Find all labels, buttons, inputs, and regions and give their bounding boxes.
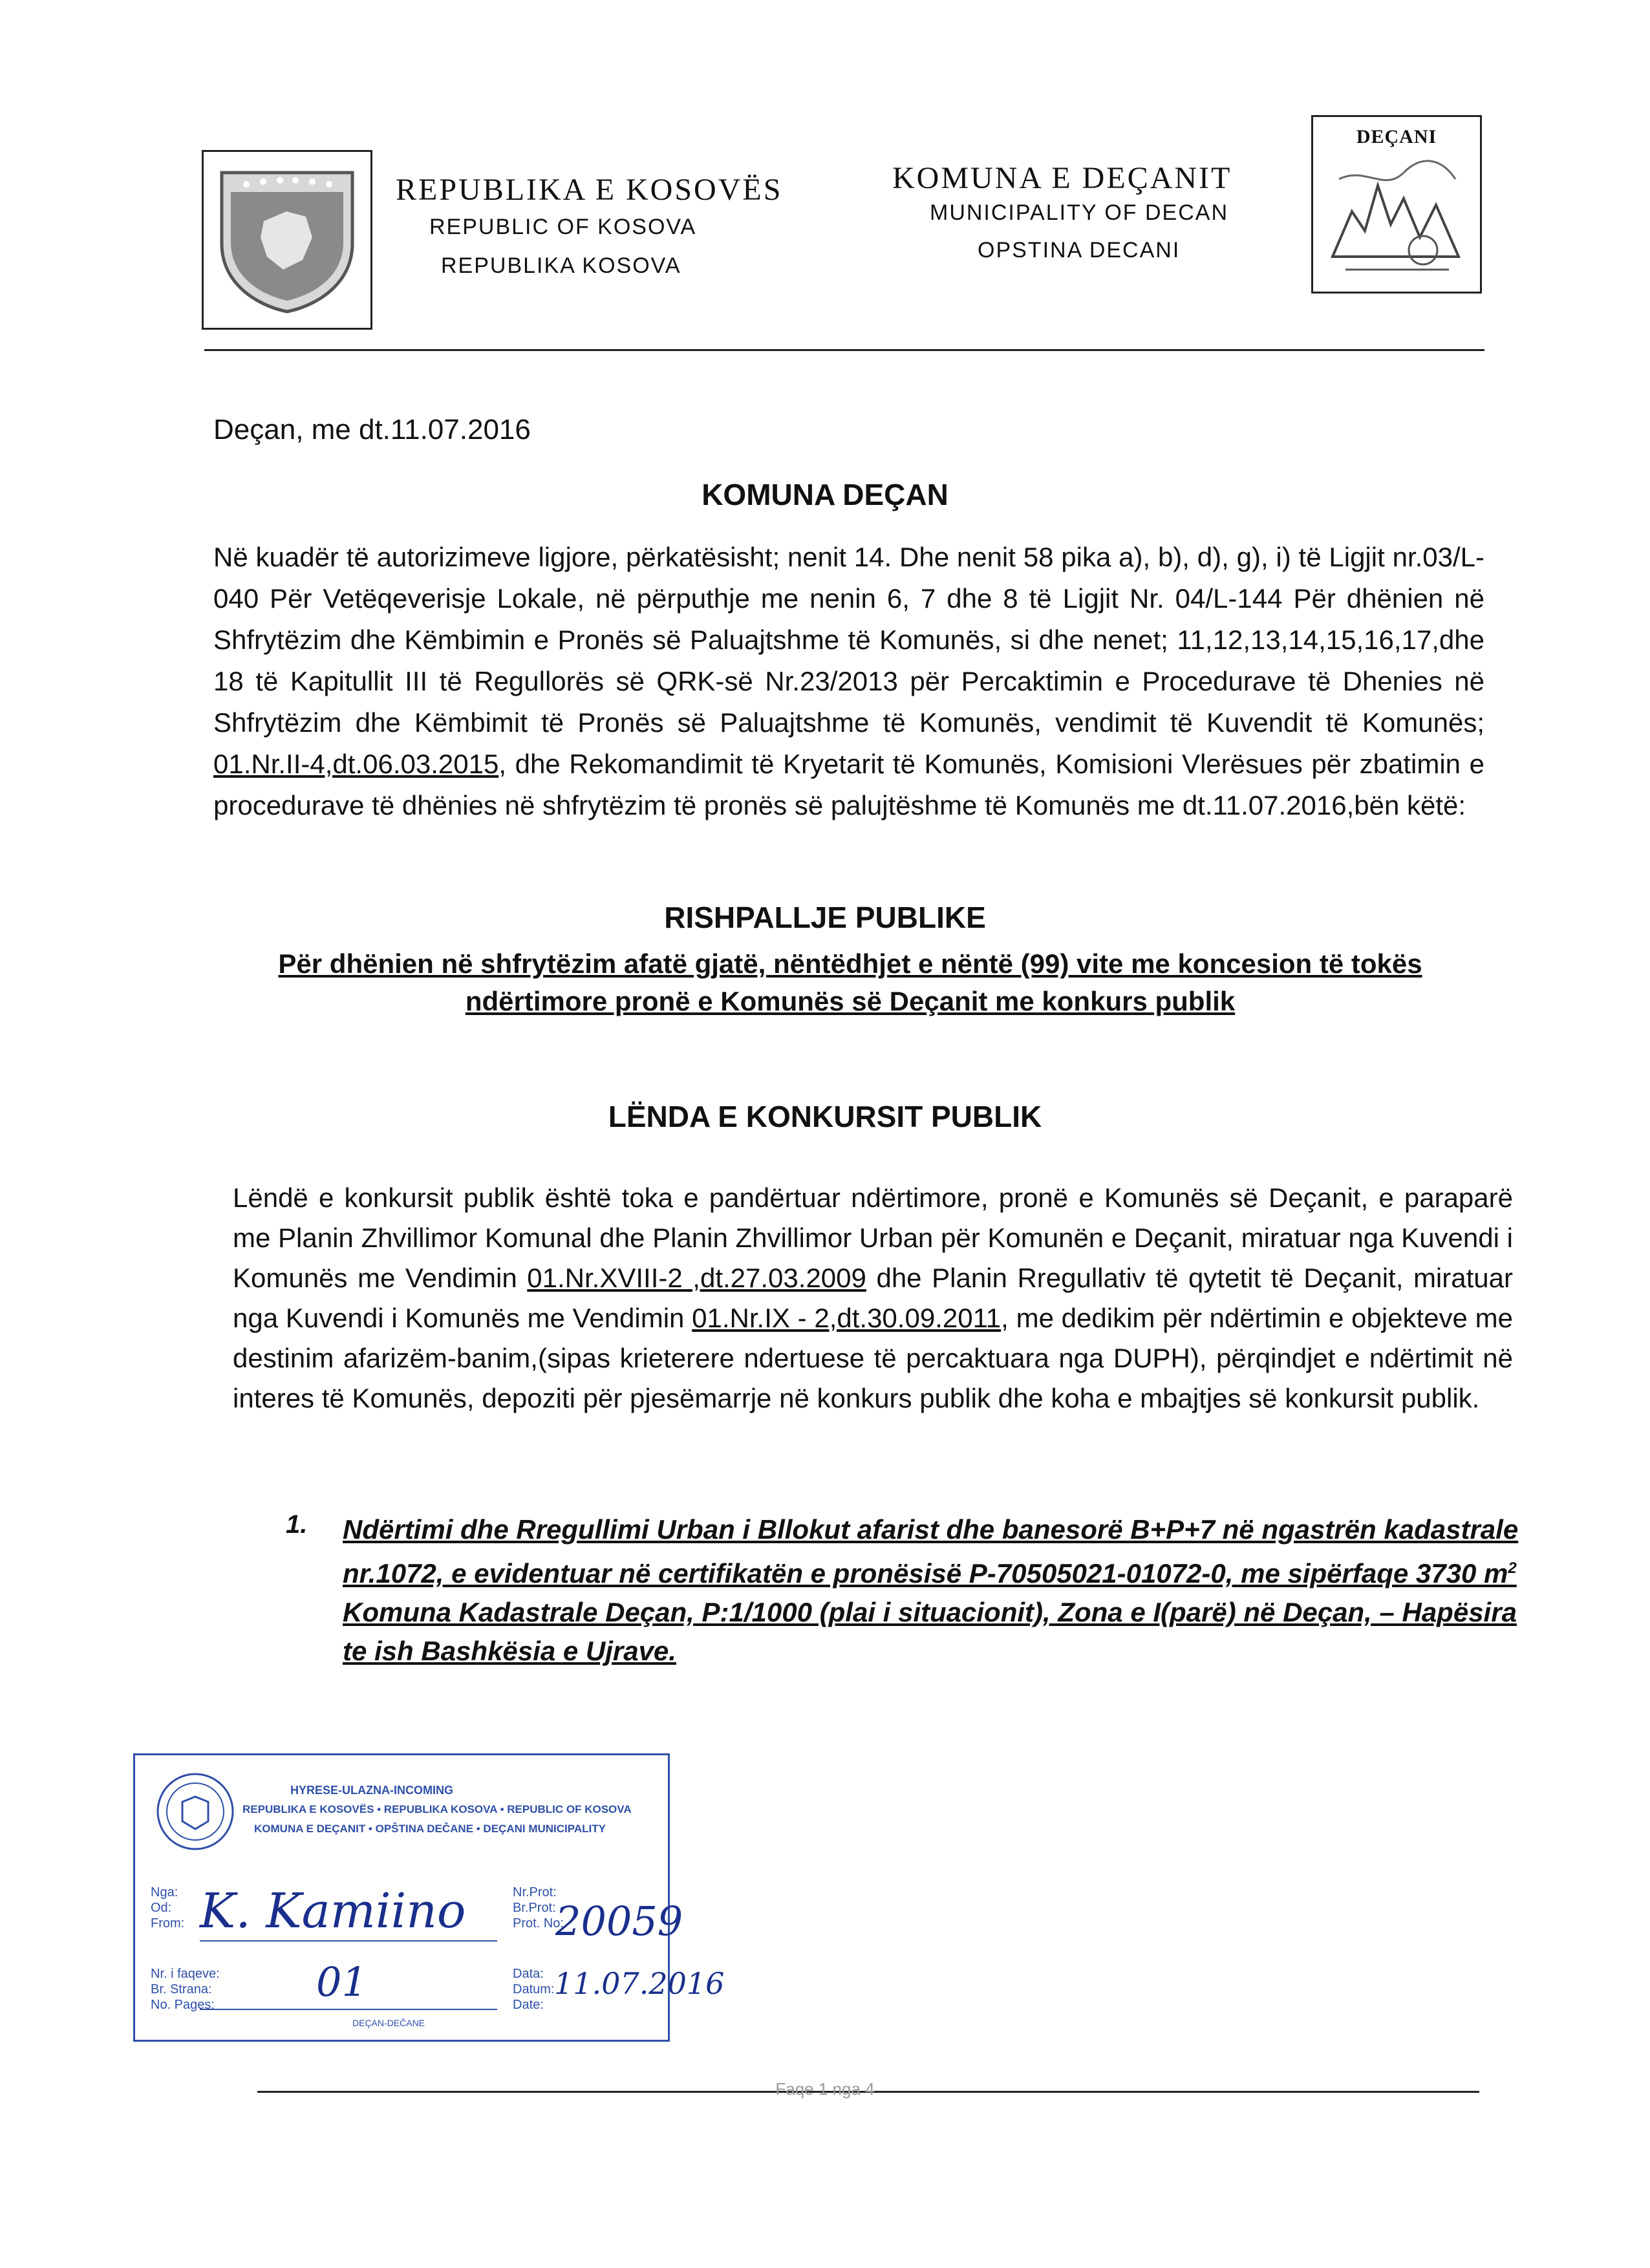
header-municipality-english: MUNICIPALITY OF DECAN (930, 200, 1229, 225)
header-country-albanian: REPUBLIKA E KOSOVËS (396, 173, 783, 207)
stamp-from-value: K. Kamiino (200, 1883, 466, 1939)
kosovo-emblem-icon (215, 166, 359, 314)
intro-text-part2: , dhe Rekomandimit të Kryetarit të Komunës, Komisioni Vlerësues për zbatimin e procedurave të dhënies në shfrytëzim të pronës së palujtëshme të Komunës me dt.11.07.2016,bën këtë: (213, 749, 1484, 820)
incoming-stamp (133, 1753, 725, 2042)
header-municipality-albanian: KOMUNA E DEÇANIT (892, 161, 1232, 195)
stamp-header-line1: HYRESE-ULAZNA-INCOMING (290, 1784, 453, 1797)
decani-logo-frame (1311, 115, 1482, 294)
subject-text-part2: dhe Planin Rregullativ të qytetit të Deçanit, miratuar nga Kuvendi i Komunës me Vendimin (233, 1263, 1513, 1333)
header-municipality-serbian: OPSTINA DECANI (978, 238, 1181, 262)
kosovo-emblem-frame (202, 150, 372, 330)
stamp-pages-labels: Nr. i faqeve: Br. Strana: No. Pages: (151, 1967, 220, 2012)
stamp-protocol-labels: Nr.Prot: Br.Prot: Prot. No: (513, 1885, 564, 1931)
header-divider (204, 349, 1484, 351)
decani-logo-title: DEÇANI (1356, 126, 1437, 147)
stamp-seal-icon (153, 1770, 237, 1854)
announcement-subtitle-line2: ndërtimore pronë e Komunës së Deçanit me konkurs publik (465, 986, 1236, 1016)
stamp-pages-underline (200, 2009, 497, 2010)
stamp-pages-value: 01 (316, 1958, 367, 2006)
intro-text-part1: Në kuadër të autorizimeve ligjore, përkatësisht; nenit 14. Dhe nenit 58 pika a), b), d), g), i) të Ligjit nr.03/L-040 Për Vetëqeverisje Lokale, në përputhje me nenin 6, 7 dhe 8 të Ligjit Nr. 04/L-144 Për dhënien në Shfrytëzim dhe Këmbimin e Pronës së Paluajtshme të Komunës, si dhe nenet; 11,12,13,14,15,16,17,dhe 18 të Kapitullit III të Regullorës së QRK-së Nr.23/2013 për Percaktimin e Procedurave të Dhenies në Shfrytëzim dhe Këmbimit të Pronës së Paluajtshme të Komunës, vendimit të Kuvendit të Komunës; (213, 542, 1484, 738)
subject-text-part3: , me dedikim për ndërtimin e objekteve me destinim afarizëm-banim,(sipas krieterere ndertuese të percaktuara nga DUPH), përqindjet e ndërtimit në interes të Komunës, depoziti për pjesëmarrje në konkurs publik dhe koha e mbajtjes së konkursit publik. (233, 1303, 1513, 1413)
organization-title: KOMUNA DEÇAN (702, 478, 948, 511)
stamp-from-underline (200, 1940, 497, 1942)
stamp-footer: DEÇAN-DEČANE (352, 2018, 425, 2028)
stamp-protocol-value: 20059 (555, 1898, 683, 1945)
header-country-english: REPUBLIC OF KOSOVA (429, 215, 697, 239)
page-number: Faqe 1 nga 4 (775, 2079, 875, 2099)
subject-paragraph (233, 1178, 1513, 1418)
document-date: Deçan, me dt.11.07.2016 (213, 414, 531, 445)
subject-title: LËNDA E KONKURSIT PUBLIK (608, 1100, 1042, 1133)
stamp-header-line3: KOMUNA E DEÇANIT • OPŠTINA DEČANE • DEÇANI MUNICIPALITY (254, 1823, 606, 1835)
subject-text-part1: Lëndë e konkursit publik është toka e pandërtuar ndërtimore, pronë e Komunës së Deçanit, e paraparë me Planin Zhvillimor Komunal dhe Planin Zhvillimor Urban për Komunën e Deçanit, miratuar nga Kuvendi i Komunës me Vendimin (233, 1182, 1513, 1293)
intro-decision-reference: 01.Nr.II-4,dt.06.03.2015 (213, 749, 499, 779)
subject-reference-1: 01.Nr.XVIII-2 ,dt.27.03.2009 (527, 1263, 866, 1293)
stamp-header-line2: REPUBLIKA E KOSOVËS • REPUBLIKA KOSOVA • REPUBLIC OF KOSOVA (242, 1803, 632, 1815)
decani-logo-icon (1326, 153, 1467, 280)
intro-paragraph (213, 537, 1484, 826)
list-item-text: Ndërtimi dhe Rregullimi Urban i Bllokut afarist dhe banesorë B+P+7 në ngastrën kadastrale nr.1072, e evidentuar në certifikatën e pronësisë P-70505021-01072-0, me sipërfaqe 3730 $m^2$ Komuna Kadastrale Deçan, P:1/1000 (plai i situacionit), Zona e I(parë) në Deçan, – Hapësira te ish Bashkësia e Ujrave. (343, 1514, 1519, 1666)
list-item-number: 1. (286, 1510, 308, 1539)
announcement-title: RISHPALLJE PUBLIKE (664, 901, 986, 934)
stamp-from-labels: Nga: Od: From: (151, 1885, 185, 1931)
header-country-serbian: REPUBLIKA KOSOVA (441, 253, 681, 278)
announcement-subtitle-line1: Për dhënien në shfrytëzim afatë gjatë, nëntëdhjet e nëntë (99) vite me koncesion të tokës (278, 948, 1422, 979)
subject-reference-2: 01.Nr.IX - 2,dt.30.09.2011 (692, 1303, 1002, 1333)
stamp-date-value: 11.07.2016 (554, 1966, 725, 2001)
stamp-date-labels: Data: Datum: Date: (513, 1967, 555, 2012)
